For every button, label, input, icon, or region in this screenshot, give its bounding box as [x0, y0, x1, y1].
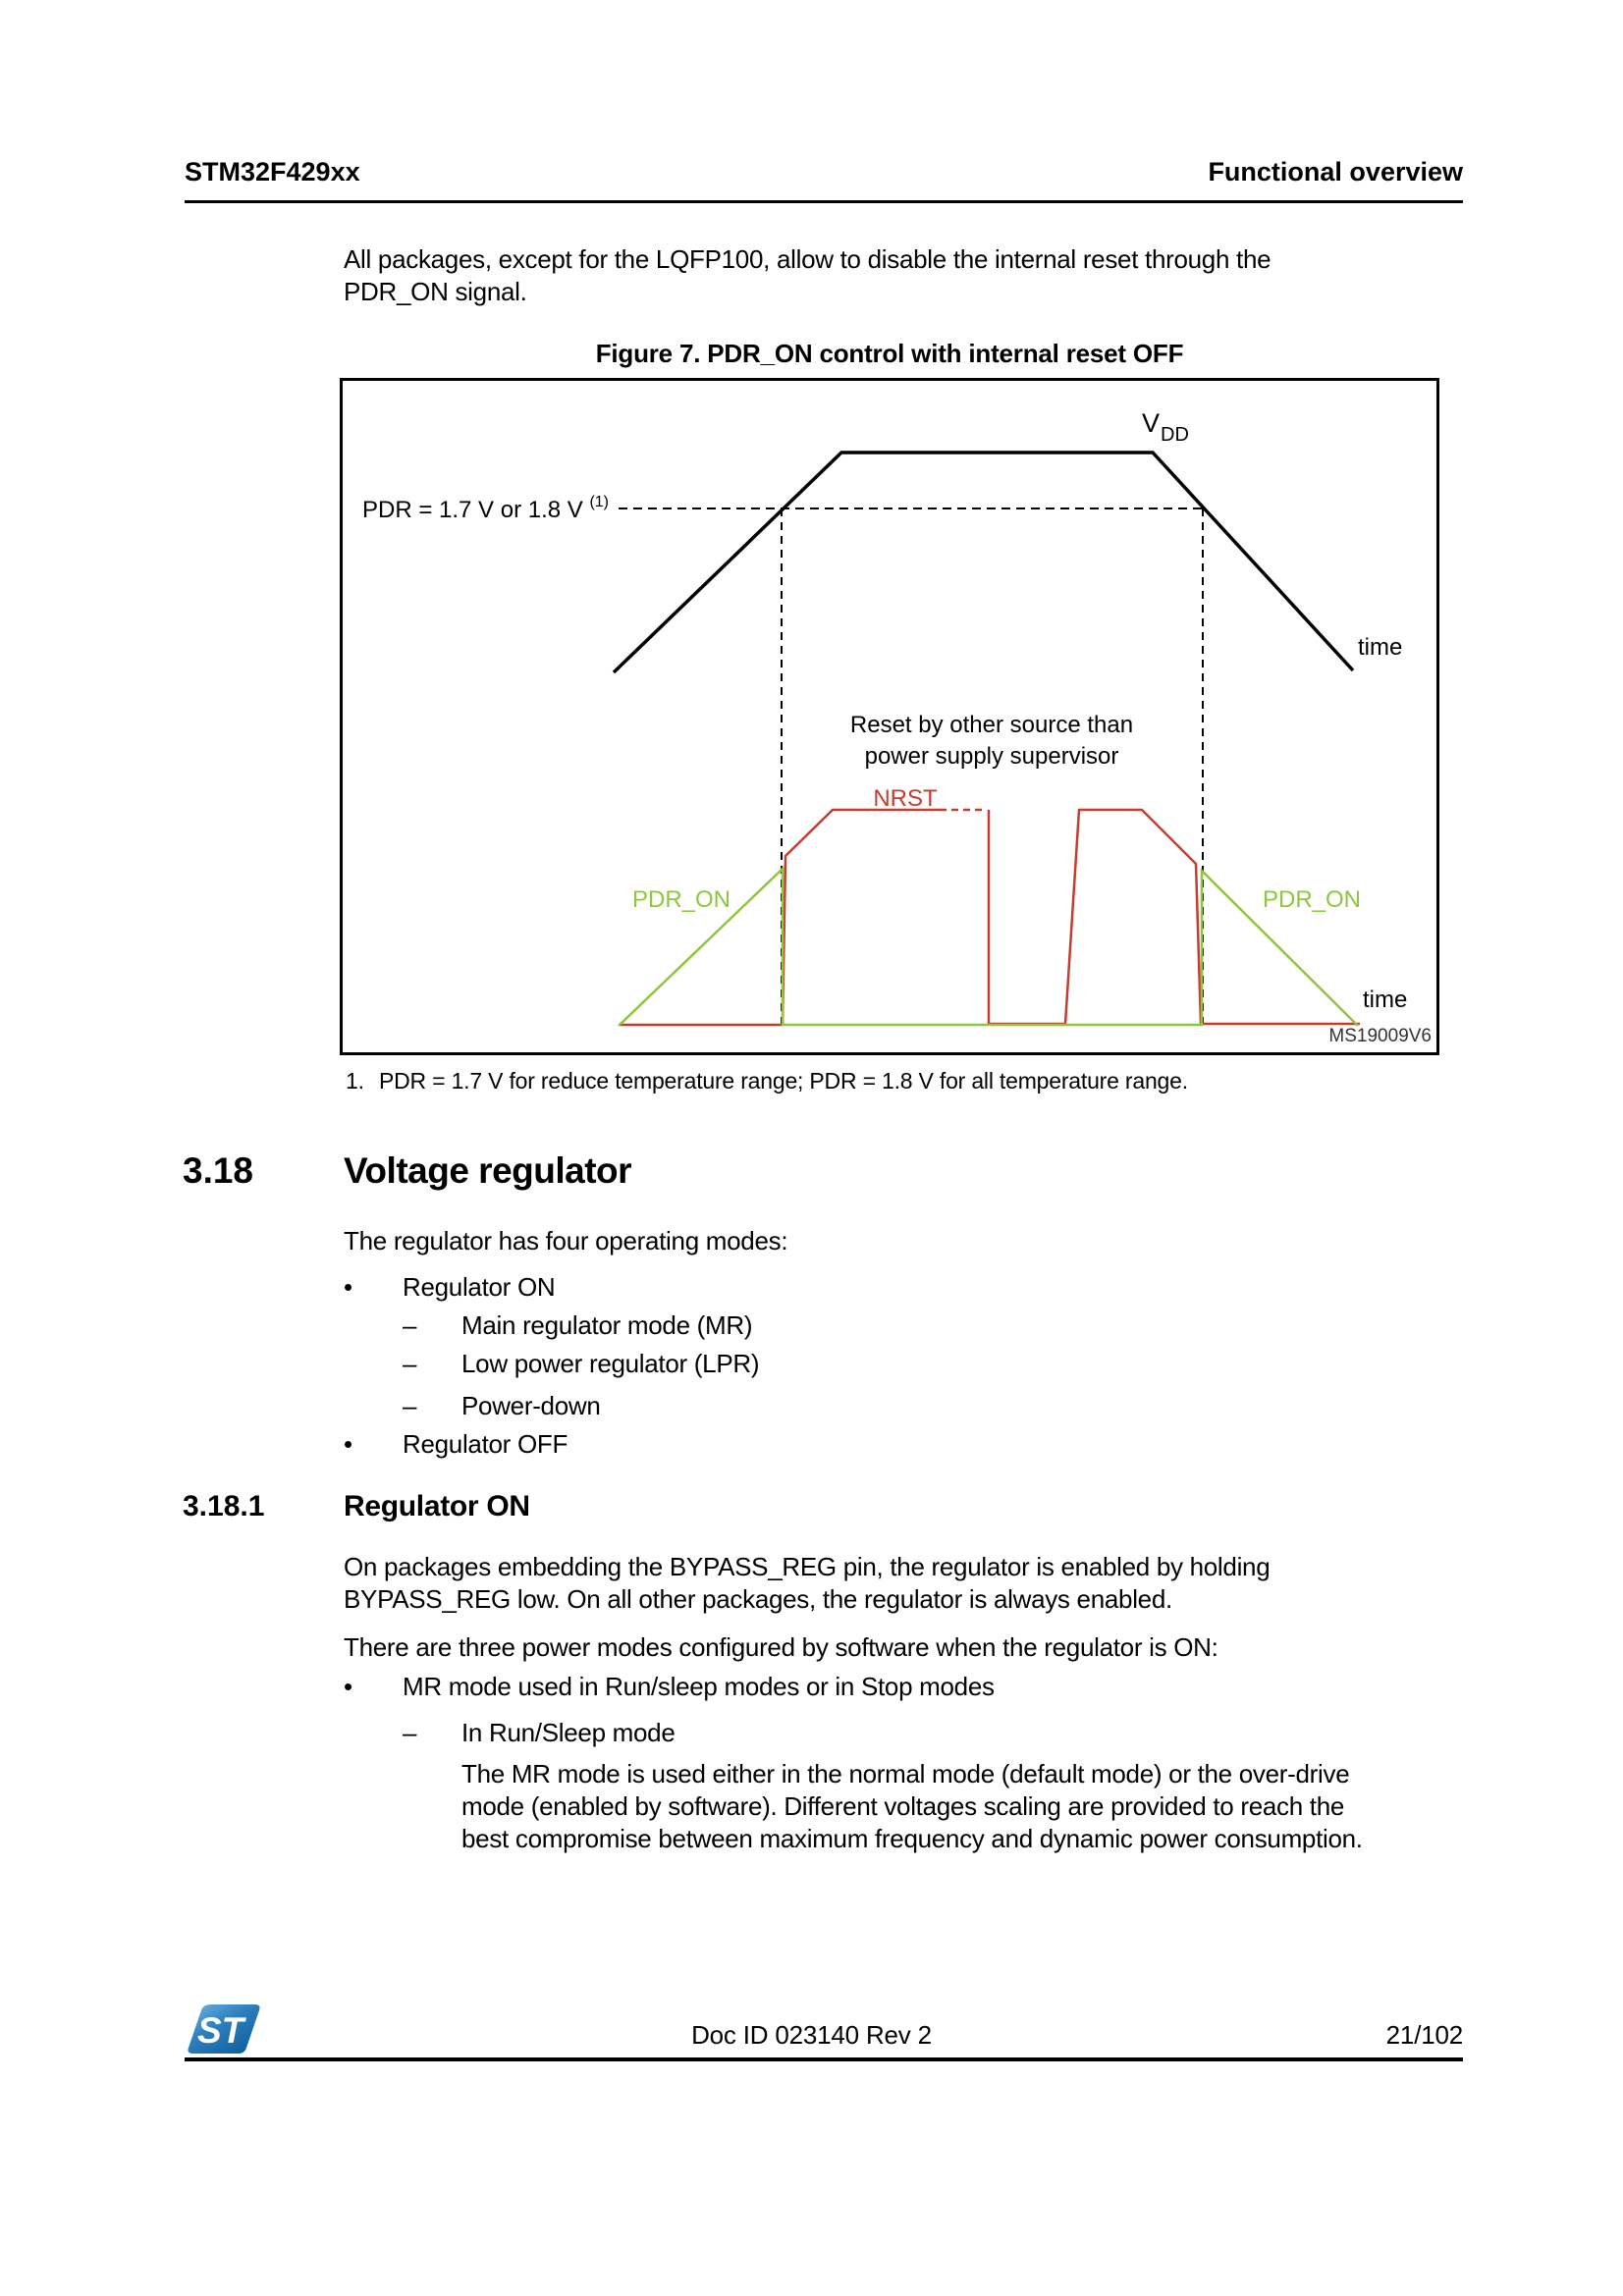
dash-marker: –	[403, 1349, 417, 1378]
dash-marker: –	[403, 1718, 417, 1747]
footer-page-number: 21/102	[1385, 2020, 1463, 2050]
reset-note-line1: Reset by other source than	[849, 712, 1134, 738]
footer-rule	[185, 2057, 1463, 2061]
reset-note-line2: power supply supervisor	[864, 743, 1119, 770]
list-item-label: MR mode used in Run/sleep modes or in Stop modes	[403, 1672, 995, 1701]
regulator-intro-paragraph: The regulator has four operating modes:	[344, 1226, 788, 1255]
section-title: Voltage regulator	[344, 1150, 632, 1191]
vdd-label: $V_{DD}$	[1142, 408, 1189, 446]
footnote-text: PDR = 1.7 V for reduce temperature range; PDR = 1.8 V for all temperature range.	[379, 1068, 1188, 1094]
dash-marker: –	[403, 1310, 417, 1340]
figure-title: Figure 7. PDR_ON control with internal reset OFF	[595, 339, 1184, 368]
time-label-lower: time	[1363, 987, 1408, 1013]
list-item	[344, 1271, 555, 1304]
subsection-number: 3.18.1	[183, 1490, 265, 1522]
time-label-upper: time	[1358, 634, 1403, 661]
intro-line: PDR_ON signal.	[344, 277, 527, 306]
st-logo-monogram: ST	[197, 2010, 244, 2051]
list-item	[403, 1309, 752, 1342]
intro-paragraph	[344, 243, 1271, 308]
list-item	[403, 1717, 676, 1749]
pdr-on-right-label: PDR_ON	[1262, 886, 1362, 913]
list-item	[403, 1348, 759, 1380]
list-item-label: Regulator ON	[403, 1272, 556, 1302]
figure-footnote	[346, 1068, 1188, 1095]
paragraph-line: BYPASS_REG low. On all other packages, the regulator is always enabled.	[344, 1584, 1172, 1614]
bullet-marker: •	[344, 1672, 352, 1701]
header-rule	[185, 200, 1463, 203]
footer-doc-id: Doc ID 023140 Rev 2	[691, 2020, 932, 2050]
intro-line: All packages, except for the LQFP100, allow to disable the internal reset through the	[344, 244, 1271, 274]
subsection-title: Regulator ON	[344, 1490, 530, 1522]
pdr-on-left-label: PDR_ON	[631, 886, 731, 913]
list-item	[403, 1390, 601, 1422]
footnote-number: 1.	[346, 1068, 364, 1094]
list-item-label: Main regulator mode (MR)	[461, 1310, 753, 1340]
list-item	[344, 1428, 568, 1461]
bullet-marker: •	[344, 1272, 352, 1302]
mr-mode-paragraph	[461, 1758, 1363, 1855]
figure-pdr-on-diagram	[340, 378, 1439, 1055]
paragraph-line: On packages embedding the BYPASS_REG pin, the regulator is enabled by holding	[344, 1552, 1271, 1581]
list-item-label: Power-down	[461, 1391, 601, 1420]
waveform-diagram	[340, 378, 1439, 1055]
list-item-label: Regulator OFF	[403, 1429, 568, 1459]
list-item	[344, 1671, 995, 1703]
nrst-label: NRST	[873, 785, 938, 812]
paragraph-line: The MR mode is used either in the normal mode (default mode) or the over-drive	[461, 1759, 1350, 1789]
paragraph-line: mode (enabled by software). Different voltages scaling are provided to reach the	[461, 1791, 1345, 1821]
pdr-threshold-label: PDR = 1.7 V or 1.8 V $^{(1)}$	[361, 494, 609, 523]
header-product-name: STM32F429xx	[185, 157, 360, 187]
paragraph-line: best compromise between maximum frequency and dynamic power consumption.	[461, 1824, 1363, 1853]
figure-watermark: MS19009V6	[1328, 1026, 1432, 1046]
bypass-reg-paragraph	[344, 1551, 1270, 1616]
power-modes-paragraph: There are three power modes configured by software when the regulator is ON:	[344, 1632, 1218, 1662]
list-item-label: In Run/Sleep mode	[461, 1718, 676, 1747]
header-chapter-title: Functional overview	[1208, 157, 1463, 187]
dash-marker: –	[403, 1391, 417, 1420]
bullet-marker: •	[344, 1429, 352, 1459]
section-number: 3.18	[183, 1150, 254, 1191]
list-item-label: Low power regulator (LPR)	[461, 1349, 760, 1378]
